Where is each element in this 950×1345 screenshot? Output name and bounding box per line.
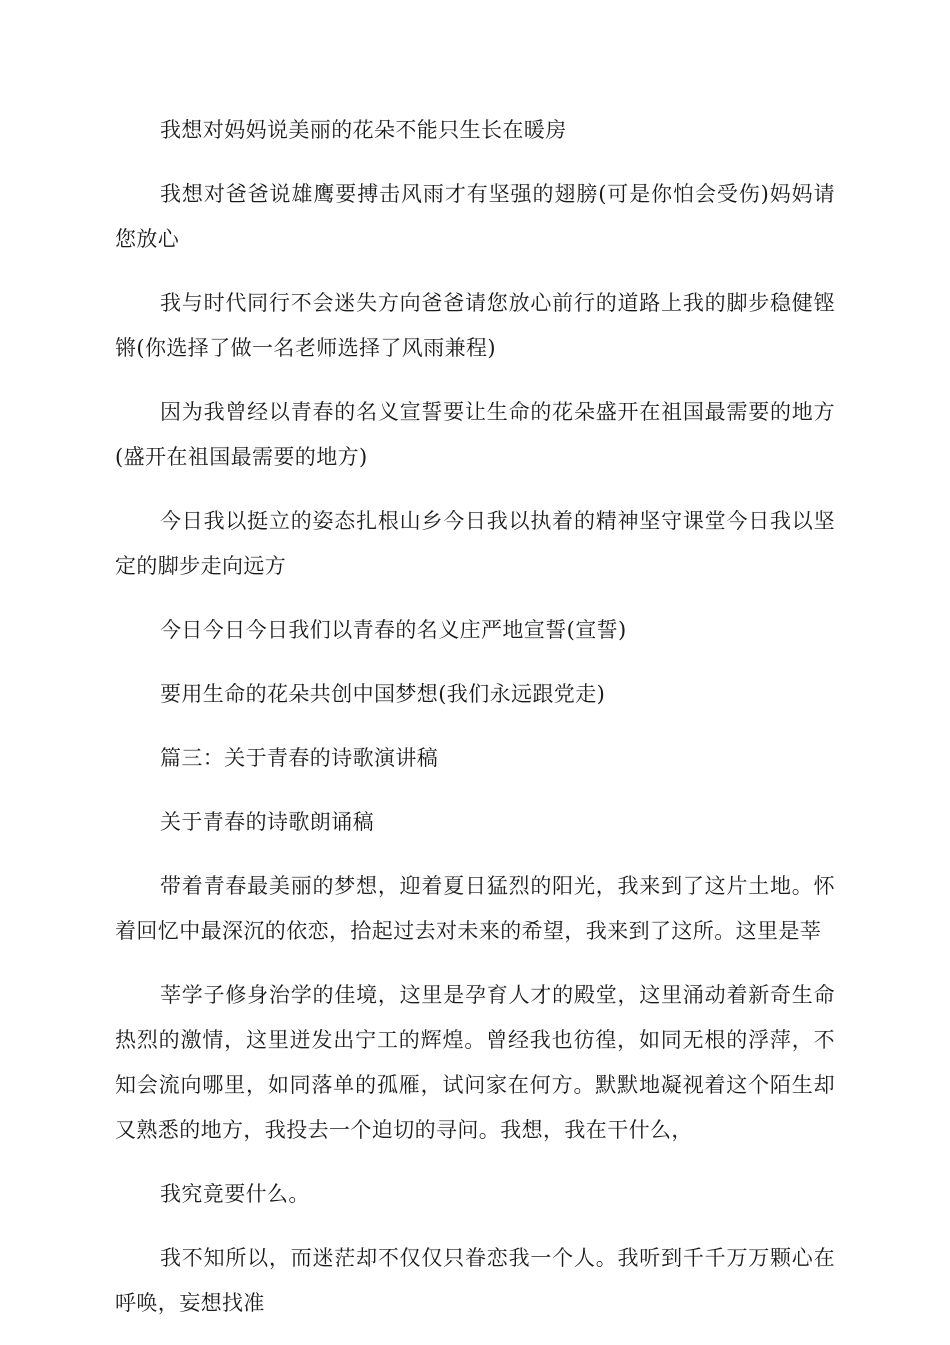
paragraph: 今日今日今日我们以青春的名义庄严地宣誓(宣誓) [160,618,627,642]
paragraph: 带着青春最美丽的梦想，迎着夏日猛烈的阳光，我来到了这片土地。怀着回忆中最深沉的依恋，拾起过去对未来的希望，我来到了这所。这里是莘 [115,874,835,943]
section-heading: 篇三：关于青春的诗歌演讲稿 [160,746,439,770]
paragraph: 因为我曾经以青春的名义宣誓要让生命的花朵盛开在祖国最需要的地方(盛开在祖国最需要的地方) [115,400,835,469]
paragraph: 我想对爸爸说雄鹰要搏击风雨才有坚强的翅膀(可是你怕会受伤)妈妈请您放心 [115,182,835,251]
section-subheading: 关于青春的诗歌朗诵稿 [160,810,374,834]
paragraph: 我与时代同行不会迷失方向爸爸请您放心前行的道路上我的脚步稳健铿锵(你选择了做一名老师选择了风雨兼程) [115,291,835,360]
paragraph: 今日我以挺立的姿态扎根山乡今日我以执着的精神坚守课堂今日我以坚定的脚步走向远方 [115,509,835,578]
paragraph: 我想对妈妈说美丽的花朵不能只生长在暖房 [160,118,567,142]
document-page [115,108,835,1345]
paragraph: 我不知所以，而迷茫却不仅仅只眷恋我一个人。我听到千千万万颗心在呼唤，妄想找准 [115,1246,835,1315]
paragraph: 要用生命的花朵共创中国梦想(我们永远跟党走) [160,682,606,706]
paragraph: 莘学子修身治学的佳境，这里是孕育人才的殿堂，这里涌动着新奇生命热烈的激情，这里迸发出宁工的辉煌。曾经我也彷徨，如同无根的浮萍，不知会流向哪里，如同落单的孤雁，试问家在何方。默默地凝视着这个陌生却又熟悉的地方，我投去一个迫切的寻问。我想，我在干什么， [115,983,835,1142]
paragraph: 我究竟要什么。 [160,1182,310,1206]
